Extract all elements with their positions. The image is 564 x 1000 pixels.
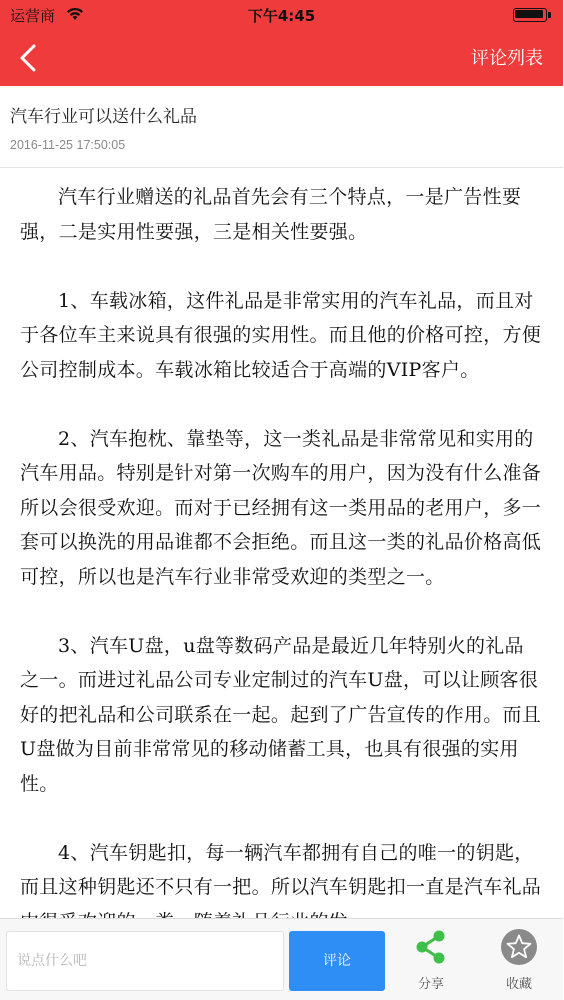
back-button[interactable] <box>14 42 44 74</box>
clock-time: 下午4:45 <box>247 7 316 25</box>
favorite-button[interactable] <box>474 927 564 997</box>
share-button[interactable] <box>386 927 476 997</box>
article-paragraph: 3、汽车U盘，u盘等数码产品是最近几年特别火的礼品之一。而进过礼品公司专业定制过的汽车U盘，可以让顾客很好的把礼品和公司联系在一起。起到了广告宣传的作用。而且U盘做为目前非常常见的移动储蓄工具，也具有很强的实用性。 <box>20 634 542 795</box>
battery-icon <box>513 8 553 22</box>
article-header <box>0 86 563 168</box>
article-title: 汽车行业可以送什么礼品 <box>10 107 197 127</box>
chevron-left-icon <box>14 42 44 74</box>
share-icon <box>411 927 451 967</box>
article-paragraph: 汽车行业赠送的礼品首先会有三个特点，一是广告性要强，二是实用性要强，三是相关性要强。 <box>20 186 522 243</box>
favorite-label: 收藏 <box>505 977 532 992</box>
article-date: 2016-11-25 17:50:05 <box>10 138 126 152</box>
nav-bar <box>0 30 563 86</box>
article-paragraph: 1、车载冰箱，这件礼品是非常实用的汽车礼品，而且对于各位车主来说具有很强的实用性。而且他的价格可控，方便公司控制成本。车载冰箱比较适合于高端的VIP客户。 <box>20 289 542 381</box>
share-label: 分享 <box>417 977 444 992</box>
star-icon <box>499 927 539 967</box>
comment-input[interactable]: 说点什么吧 <box>6 931 284 991</box>
carrier-label: 运营商 <box>10 7 56 25</box>
article-paragraph: 4、汽车钥匙扣，每一辆汽车都拥有自己的唯一的钥匙，而且这种钥匙还不只有一把。所以汽车钥匙扣一直是汽车礼品 <box>20 841 542 898</box>
article-paragraph: 2、汽车抱枕、靠垫等，这一类礼品是非常常见和实用的汽车用品。特别是针对第一次购车的用户，因为没有什么准备所以会很受欢迎。而对于已经拥有这一类用品的老用户，多一套可以换洗的用品谁都不会拒绝。而且这一类的礼品价格高低可控，所以也是汽车行业非常受欢迎的类型之一。 <box>20 427 542 588</box>
bottom-toolbar <box>0 918 563 1000</box>
status-bar <box>0 0 563 30</box>
comment-list-link[interactable]: 评论列表 <box>471 48 543 69</box>
comment-submit-button[interactable]: 评论 <box>289 931 385 991</box>
article-body[interactable] <box>0 168 563 918</box>
